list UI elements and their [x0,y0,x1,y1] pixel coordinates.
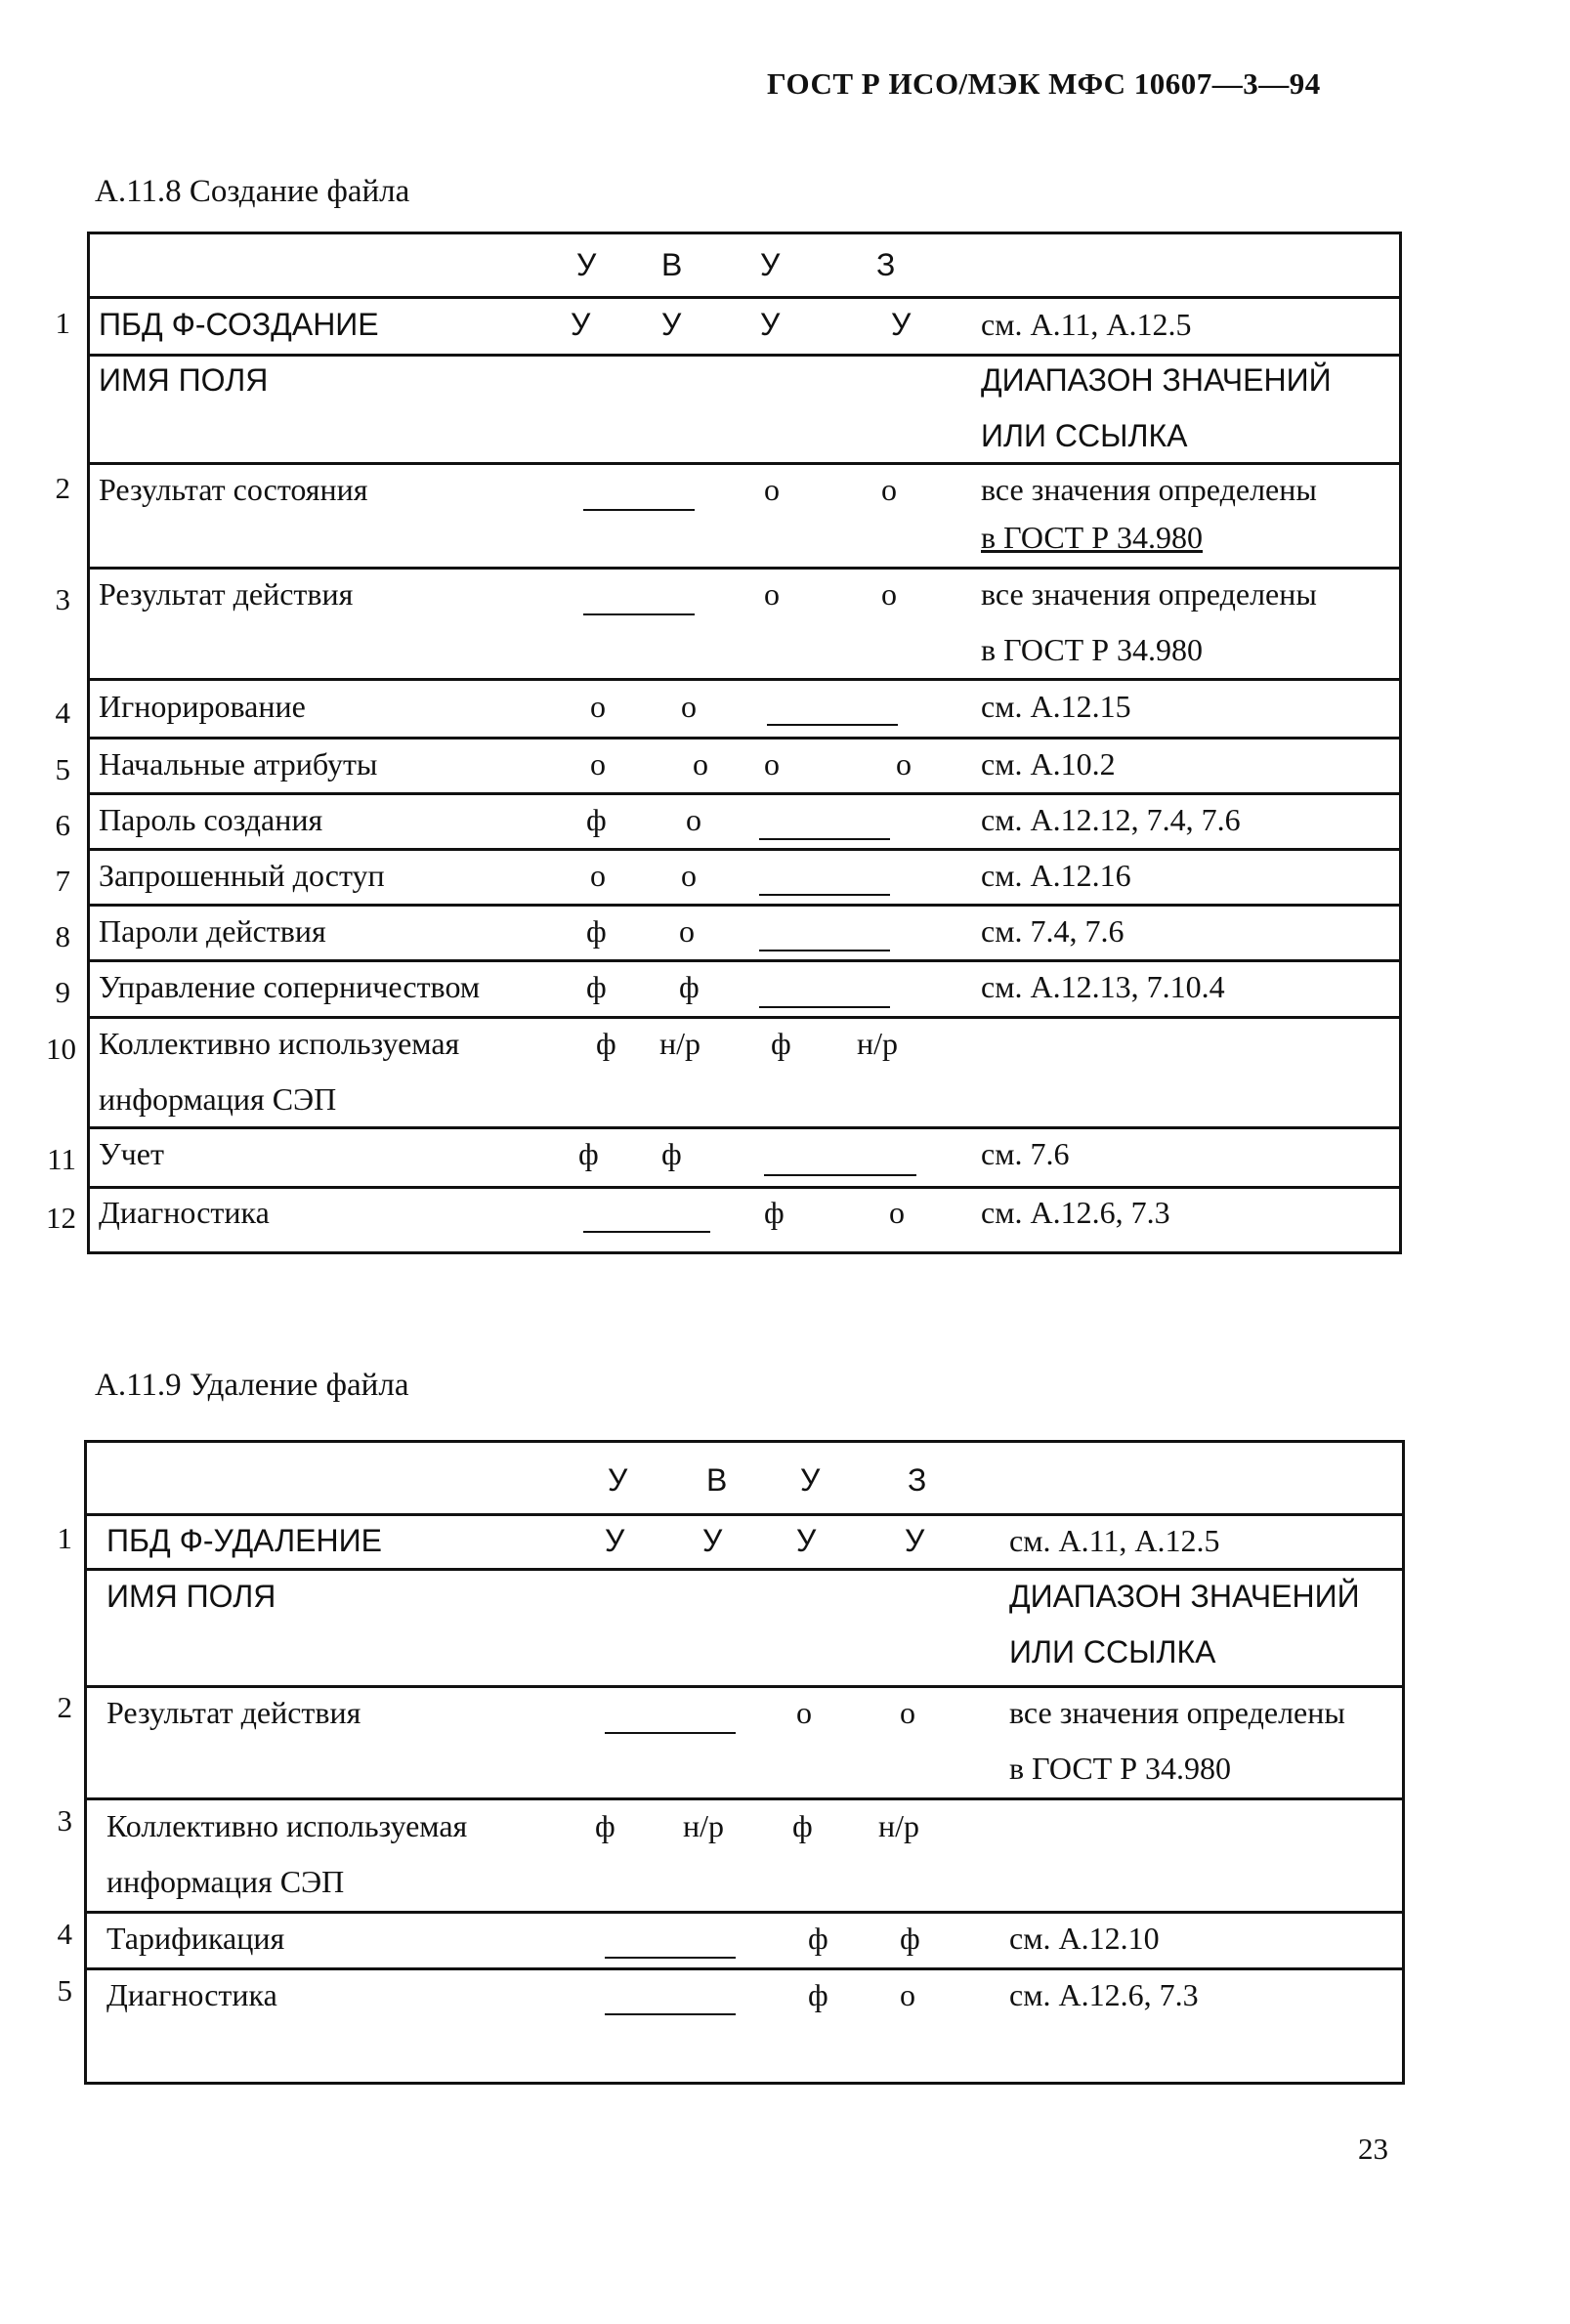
col-head: У [608,1462,628,1498]
blank-line [583,509,695,511]
table1-caption: А.11.8 Создание файла [95,174,410,209]
row-number: 1 [55,306,70,340]
field-ref: см. А.12.16 [981,858,1131,893]
field-name-header: ИМЯ ПОЛЯ [106,1579,276,1614]
row-number: 5 [57,1973,72,2007]
pdu-ref: см. А.11, А.12.5 [1009,1523,1220,1558]
field-value: о [764,746,780,782]
field-value: ф [586,913,607,949]
page-number: 23 [1358,2132,1388,2166]
blank-line [605,1957,736,1959]
field-value: о [590,746,606,782]
row-number: 12 [46,1201,76,1235]
field-name: Игнорирование [99,689,306,724]
pdu-name: ПБД Ф-УДАЛЕНИЕ [106,1523,382,1558]
field-value: ф [586,969,607,1004]
field-value: ф [661,1136,682,1171]
field-value: о [681,689,697,724]
field-name: Начальные атрибуты [99,746,378,782]
field-value: ф [764,1195,785,1230]
field-value: ф [595,1808,615,1843]
field-name-2: информация СЭП [106,1864,345,1899]
pdu-flag: У [905,1523,925,1558]
col-head: У [800,1462,821,1498]
field-value: о [896,746,912,782]
field-ref-2: в ГОСТ Р 34.980 [981,520,1203,555]
field-value: о [590,689,606,724]
field-value: о [590,858,606,893]
field-value: ф [792,1808,813,1843]
col-head: В [706,1462,728,1498]
field-name: Коллективно используемая [106,1808,468,1843]
field-name: Учет [99,1136,164,1171]
range-header: ДИАПАЗОН ЗНАЧЕНИЙ [1009,1579,1360,1614]
field-value: ф [679,969,700,1004]
row-number: 7 [55,864,70,898]
row-number: 5 [55,752,70,786]
field-name: Результат действия [106,1695,361,1730]
field-value: ф [578,1136,599,1171]
row-number: 3 [55,582,70,616]
pdu-flag: У [605,1523,625,1558]
field-ref: см. А.12.10 [1009,1921,1160,1956]
row-number: 6 [55,808,70,842]
pdu-flag: У [571,307,591,342]
field-name: Управление соперничеством [99,969,481,1004]
col-head: З [908,1462,927,1498]
field-value: ф [771,1026,791,1061]
field-value: о [881,576,897,612]
row-number: 2 [57,1690,72,1724]
row-number: 9 [55,975,70,1009]
blank-line [759,838,890,840]
field-name: Диагностика [99,1195,270,1230]
field-value: о [686,802,701,837]
field-ref: все значения определены [981,472,1317,507]
field-value: о [900,1977,915,2012]
field-value: о [693,746,708,782]
pdu-flag: У [702,1523,723,1558]
table2-caption: А.11.9 Удаление файла [95,1368,409,1403]
row-number: 10 [46,1032,76,1066]
blank-line [605,1732,736,1734]
pdu-flag: У [661,307,682,342]
range-header: ИЛИ ССЫЛКА [981,418,1188,453]
field-ref-2: в ГОСТ Р 34.980 [1009,1751,1231,1786]
field-ref: см. А.12.13, 7.10.4 [981,969,1225,1004]
field-value: о [681,858,697,893]
col-head: У [760,247,781,282]
field-value: о [764,472,780,507]
field-value: ф [808,1921,828,1956]
field-ref: см. А.10.2 [981,746,1116,782]
field-ref-2: в ГОСТ Р 34.980 [981,632,1203,667]
pdu-flag: У [891,307,912,342]
blank-line [767,724,898,726]
field-ref: см. 7.4, 7.6 [981,913,1124,949]
row-number: 11 [47,1142,76,1176]
field-value: н/р [857,1026,899,1061]
field-name: Результат действия [99,576,354,612]
field-name: Пароли действия [99,913,326,949]
pdu-name: ПБД Ф-СОЗДАНИЕ [99,307,379,342]
range-header: ДИАПАЗОН ЗНАЧЕНИЙ [981,362,1332,398]
field-value: ф [586,802,607,837]
row-number: 1 [57,1521,72,1555]
field-name: Результат состояния [99,472,368,507]
table1-rule [90,1186,1399,1189]
field-name-header: ИМЯ ПОЛЯ [99,362,269,398]
field-name: Пароль создания [99,802,323,837]
field-value: н/р [878,1808,920,1843]
field-value: о [796,1695,812,1730]
field-value: о [764,576,780,612]
blank-line [759,950,890,951]
field-name-2: информация СЭП [99,1081,337,1117]
col-head: В [661,247,683,282]
table2-rule [87,1967,1402,1970]
document-header: ГОСТ Р ИСО/МЭК МФС 10607—3—94 [767,66,1321,101]
row-number: 4 [57,1917,72,1951]
field-ref: все значения определены [1009,1695,1345,1730]
field-name: Запрошенный доступ [99,858,385,893]
field-value: о [889,1195,905,1230]
field-name: Тарификация [106,1921,285,1956]
pdu-flag: У [796,1523,817,1558]
blank-line [759,894,890,896]
col-head: У [576,247,597,282]
field-value: ф [596,1026,616,1061]
row-number: 2 [55,471,70,505]
blank-line [583,1231,710,1233]
field-ref: см. А.12.12, 7.4, 7.6 [981,802,1241,837]
field-value: ф [808,1977,828,2012]
blank-line [759,1006,890,1008]
blank-line [764,1174,916,1176]
field-value: н/р [659,1026,701,1061]
field-ref: все значения определены [981,576,1317,612]
field-value: н/р [683,1808,725,1843]
pdu-flag: У [760,307,781,342]
field-ref: см. 7.6 [981,1136,1070,1171]
row-number: 4 [55,696,70,730]
field-value: ф [900,1921,920,1956]
blank-line [605,2013,736,2015]
field-value: о [679,913,695,949]
field-name: Диагностика [106,1977,277,2012]
col-head: З [876,247,896,282]
row-number: 8 [55,919,70,953]
row-number: 3 [57,1803,72,1838]
pdu-ref: см. А.11, А.12.5 [981,307,1192,342]
field-ref: см. А.12.6, 7.3 [1009,1977,1199,2012]
field-ref: см. А.12.15 [981,689,1131,724]
field-ref: см. А.12.6, 7.3 [981,1195,1170,1230]
table2 [84,1440,1405,2085]
blank-line [583,613,695,615]
table1 [87,232,1402,1254]
field-value: о [881,472,897,507]
field-name: Коллективно используемая [99,1026,460,1061]
range-header: ИЛИ ССЫЛКА [1009,1634,1216,1669]
field-value: о [900,1695,915,1730]
